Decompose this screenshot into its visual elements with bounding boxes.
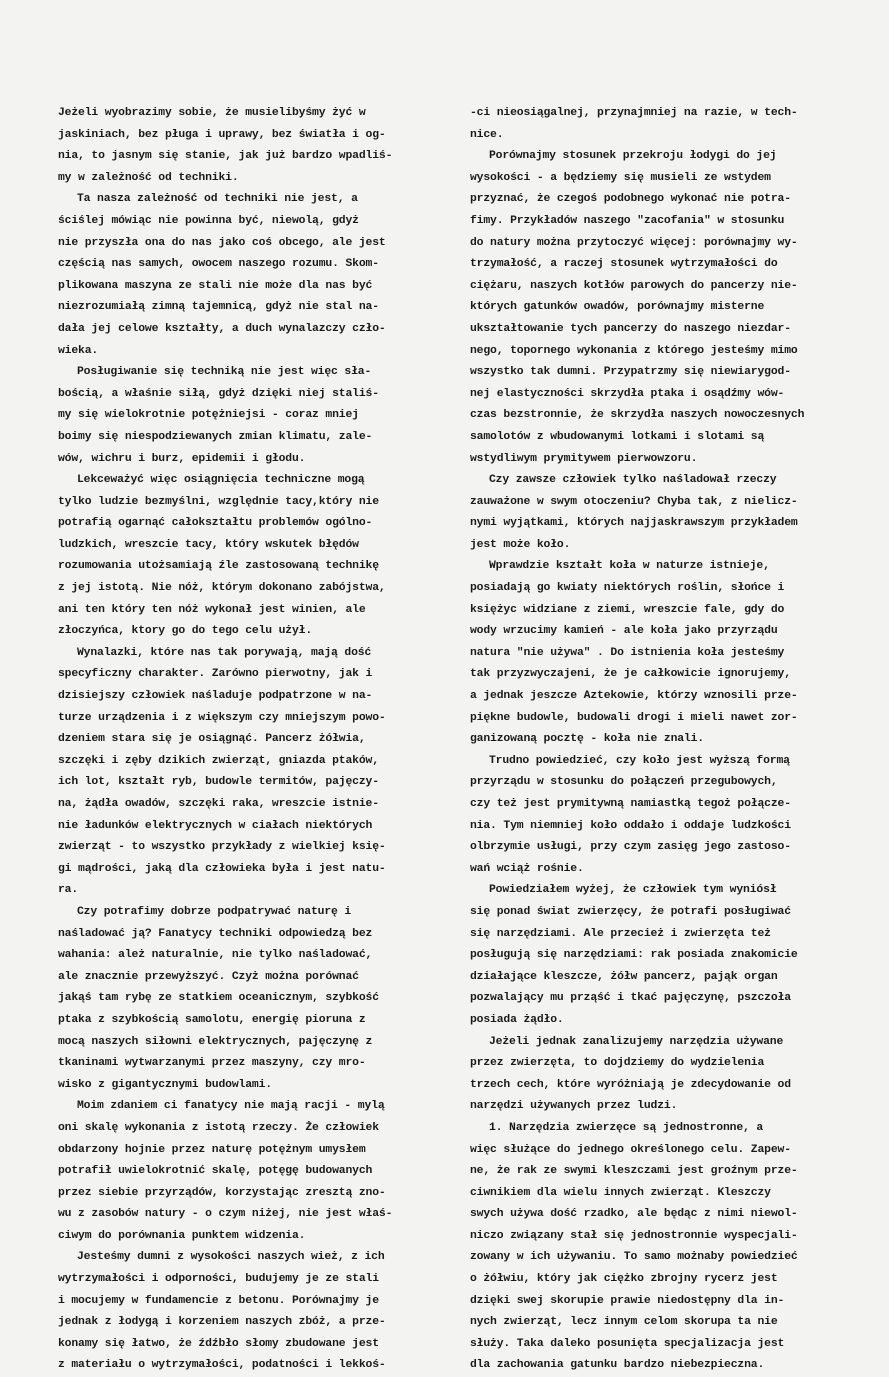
text-line: nia. Tym niemniej koło oddało i oddaje ludzkości (470, 819, 791, 832)
text-line: Lekceważyć więc osiągnięcia techniczne mogą (77, 474, 365, 487)
text-line: Czy zawsze człowiek tylko naśladował rzeczy (489, 474, 777, 487)
text-line: tkaninami wytwarzanymi przez maszyny, czy mro- (58, 1057, 366, 1070)
text-line: się narzędziami. Ale przecież i zwierzęta też (470, 927, 771, 940)
text-line: boimy się niespodziewanych zmian klimatu, zale- (58, 430, 373, 443)
text-line: samolotów z wbudowanymi lotkami i slotami są (470, 430, 765, 443)
text-line: tak przyzwyczajeni, że je całkowicie ignorujemy, (470, 668, 791, 681)
text-line: wów, wichru i burz, epidemii i głodu. (58, 452, 306, 465)
text-line: wody wrzucimy kamień - ale koła jako przyrządu (470, 625, 778, 638)
text-line: Wynalazki, które nas tak porywają, mają dość (77, 646, 372, 659)
text-line: z jej istotą. Nie nóż, którym dokonano zabójstwa, (58, 582, 386, 595)
text-line: 1. Narzędzia zwierzęce są jednostronne, a (489, 1121, 764, 1134)
text-line: złoczyńca, ktory go do tego celu użył. (58, 625, 313, 638)
text-line: jest może koło. (470, 538, 571, 551)
text-line: potrafią ogarnąć całokształtu problemów ogólno- (58, 517, 373, 530)
text-line: Jesteśmy dumni z wysokości naszych wież, z ich (77, 1251, 385, 1264)
text-line: gi mądrości, jaką dla człowieka była i jest natu- (58, 862, 386, 875)
text-line: wstydliwym prymitywem pierwowzoru. (470, 452, 698, 465)
text-line: konamy się łatwo, że źdźbło słomy zbudowane jest (58, 1337, 379, 1350)
text-line: wu z zasobów natury - o czym niżej, nie jest właś- (58, 1208, 393, 1221)
text-line: natura "nie używa" . Do istnienia koła jesteśmy (470, 646, 785, 659)
text-line: wisko z gigantycznymi budowlami. (58, 1078, 272, 1091)
text-line: specyficzny charakter. Zarówno pierwotny, jak i (58, 668, 373, 681)
text-line: ludzkich, wreszcie tacy, który wskutek błędów (58, 538, 359, 551)
text-line: ściślej mówiąc nie powinna być, niewolą, gdyż (58, 214, 359, 227)
text-line: Ta nasza zależność od techniki nie jest, a (77, 193, 358, 206)
text-line: Moim zdaniem ci fanatycy nie mają racji - mylą (77, 1100, 385, 1113)
text-line: nej elastyczności skrzydła ptaka i osądźmy wów- (470, 387, 785, 400)
text-line: Powiedziałem wyżej, że człowiek tym wyniósł (489, 884, 777, 897)
text-line: tylko ludzie bezmyślni, względnie tacy,który nie (58, 495, 379, 508)
right-text-column (470, 103, 850, 1377)
text-line: przez zwierzęta, to dojdziemy do wydzielenia (470, 1057, 765, 1070)
text-line: wieka. (58, 344, 99, 357)
text-line: do natury można przytoczyć więcej: porównajmy wy- (470, 236, 798, 249)
text-line: nymi wyjątkami, których najjaskrawszym przykładem (470, 517, 798, 530)
text-line: ukształtowanie tych pancerzy do naszego niezdar- (470, 322, 791, 335)
text-line: Trudno powiedzieć, czy koło jest wyższą formą (489, 754, 790, 767)
text-line: częścią nas samych, owocem naszego rozumu. Skom- (58, 258, 379, 271)
text-line: dała jej celowe kształty, a duch wynalazczy czło- (58, 322, 386, 335)
text-line: ciwym do porównania punktem widzenia. (58, 1229, 306, 1242)
text-line: służy. Taka daleko posunięta specjalizacja jest (470, 1337, 785, 1350)
text-line: my się wielokrotnie potężniejsi - coraz mniej (58, 409, 359, 422)
text-line: wahania: ależ naturalnie, nie tylko naśladować, (58, 949, 373, 962)
text-line: ganizowaną pocztę - koła nie znali. (470, 733, 704, 746)
text-line: dzięki swej skorupie prawie niedostępny dla in- (470, 1294, 785, 1307)
text-line: jakąś tam rybę ze statkiem oceanicznym, szybkość (58, 992, 379, 1005)
left-text-column (58, 103, 424, 1377)
text-line: przez siebie przyrządów, korzystając zresztą zno- (58, 1186, 386, 1199)
text-line: wań wciąż rośnie. (470, 862, 584, 875)
text-line: nie ładunków elektrycznych w ciałach niektórych (58, 819, 373, 832)
text-line: ich lot, kształt ryb, budowle termitów, pajęczy- (58, 776, 379, 789)
text-line: ale znacznie przewyższyć. Czyż można porównać (58, 970, 359, 983)
text-line: dla zachowania gatunku bardzo niebezpieczna. (470, 1359, 765, 1372)
text-line: księżyc widziane z ziemi, wreszcie fale, gdy do (470, 603, 785, 616)
text-line: rozumowania utożsamiają źle zastosowaną technikę (58, 560, 379, 573)
text-line: plikowana maszyna ze stali nie może dla nas być (58, 279, 373, 292)
text-line: niczo związany stał się jednostronnie wyspecjali- (470, 1229, 798, 1242)
text-line: my w zależność od techniki. (58, 171, 239, 184)
text-line: zwierząt - to wszystko przykłady z wielkiej księ- (58, 841, 386, 854)
text-line: narzędzi używanych przez ludzi. (470, 1100, 678, 1113)
text-line: działające kleszcze, żółw pancerz, pająk organ (470, 970, 778, 983)
text-line: olbrzymie usługi, przy czym zasięg jego zastoso- (470, 841, 791, 854)
text-line: ra. (58, 884, 79, 897)
text-line: Porównajmy stosunek przekroju łodygi do jej (489, 150, 777, 163)
text-line: zauważone w swym otoczeniu? Chyba tak, z nielicz- (470, 495, 798, 508)
text-line: Jeżeli jednak zanalizujemy narzędzia używane (489, 1035, 784, 1048)
text-line: szczęki i zęby dzikich zwierząt, gniazda ptaków, (58, 754, 379, 767)
text-line: bością, a właśnie siłą, gdyż dzięki niej staliś- (58, 387, 379, 400)
text-line: potrafił uwielokrotnić skalę, potęgę budowanych (58, 1165, 373, 1178)
text-line: posiada żądło. (470, 1013, 564, 1026)
text-line: o żółwiu, który jak ciężko zbrojny rycerz jest (470, 1273, 778, 1286)
text-line: swych używa dość rzadko, ale będąc z nimi niewol- (470, 1208, 798, 1221)
text-line: trzech cech, które wyróżniają je zdecydowanie od (470, 1078, 791, 1091)
text-line: jednak z łodygą i korzeniem naszych zbóż, a prze- (58, 1316, 386, 1329)
text-line: i mocujemy w fundamencie z betonu. Porównajmy je (58, 1294, 379, 1307)
text-line: nie przyszła ona do nas jako coś obcego, ale jest (58, 236, 386, 249)
text-line: dzisiejszy człowiek naśladuje podpatrzone w na- (58, 690, 373, 703)
text-line: wszystko tak dumni. Przypatrzmy się niewiarygod- (470, 366, 791, 379)
text-line: ciężaru, naszych kotłów parowych do pancerzy nie- (470, 279, 798, 292)
text-line: nych zwierząt, lecz innym celom skorupa ta nie (470, 1316, 778, 1329)
text-line: jaskiniach, bez pługa i uprawy, bez światła i og- (58, 128, 386, 141)
text-line: ptaka z szybkością samolotu, energię pioruna z (58, 1013, 366, 1026)
text-line: nego, topornego wykonania z którego jesteśmy mimo (470, 344, 798, 357)
text-line: dzeniem stara się je osiągnąć. Pancerz żółwia, (58, 733, 366, 746)
text-line: ciwnikiem dla wielu innych zwierząt. Kleszczy (470, 1186, 771, 1199)
text-line: ne, że rak ze swymi kleszczami jest groźnym prze- (470, 1165, 798, 1178)
text-line: Wprawdzie kształt koła w naturze istnieje, (489, 560, 770, 573)
text-line: obdarzony hojnie przez naturę potężnym umysłem (58, 1143, 366, 1156)
text-line: nia, to jasnym się stanie, jak już bardzo wpadliś- (58, 150, 393, 163)
text-line: na, żądła owadów, szczęki raka, wreszcie istnie- (58, 798, 379, 810)
text-line: Jeżeli wyobrazimy sobie, że musielibyśmy żyć w (58, 107, 366, 119)
text-line: wysokości - a będziemy się musieli ze wstydem (470, 171, 771, 184)
text-line: ani ten który ten nóż wykonał jest winien, ale (58, 603, 366, 616)
text-line: turze urządzenia i z większym czy mniejszym powo- (58, 711, 386, 724)
text-line: czy też jest prymitywną namiastką tegoż połącze- (470, 798, 791, 810)
text-line: posiadają go kwiaty niektórych roślin, słońce i (470, 582, 785, 595)
text-line: posługują się narzędziami: rak posiada znakomicie (470, 949, 798, 962)
text-line: Czy potrafimy dobrze podpatrywać naturę i (77, 905, 352, 918)
text-line: przyrządu w stosunku do połączeń przegubowych, (470, 776, 778, 789)
text-line: -ci nieosiągalnej, przynajmniej na razie, w tech- (470, 107, 798, 119)
text-line: czas bezstronnie, że skrzydła naszych nowoczesnych (470, 409, 805, 422)
text-line: Posługiwanie się techniką nie jest więc sła- (77, 366, 372, 379)
text-line: z materiału o wytrzymałości, podatności i lekkoś- (58, 1359, 386, 1372)
text-line: oni skalę wykonania z istotą rzeczy. Że człowiek (58, 1121, 379, 1134)
text-line: nice. (470, 128, 504, 141)
text-line: niezrozumiałą zimną tajemnicą, gdyż nie stal na- (58, 301, 379, 314)
text-line: trzymałość, a raczej stosunek wytrzymałości do (470, 258, 778, 271)
text-line: których gatunków owadów, porównajmy misterne (470, 301, 765, 314)
text-line: zowany w ich używaniu. To samo możnaby powiedzieć (470, 1251, 798, 1264)
text-line: więc służące do jednego określonego celu. Zapew- (470, 1143, 791, 1156)
text-line: mocą naszych siłowni elektrycznych, pajęczynę z (58, 1035, 373, 1048)
text-line: przyznać, że czegoś podobnego wykonać nie potra- (470, 193, 791, 206)
text-line: piękne budowle, budowali drogi i mieli nawet zor- (470, 711, 798, 724)
text-line: fimy. Przykładów naszego "zacofania" w stosunku (470, 214, 785, 227)
text-line: a jednak jeszcze Aztekowie, którzy wznosili prze- (470, 690, 798, 703)
text-line: naśladować ją? Fanatycy techniki odpowiedzą bez (58, 927, 373, 940)
text-line: wytrzymałości i odporności, budujemy je ze stali (58, 1273, 379, 1286)
text-line: się ponad świat zwierzęcy, że potrafi posługiwać (470, 905, 791, 918)
text-line: pozwalający mu prząść i tkać pajęczynę, pszczoła (470, 992, 791, 1005)
